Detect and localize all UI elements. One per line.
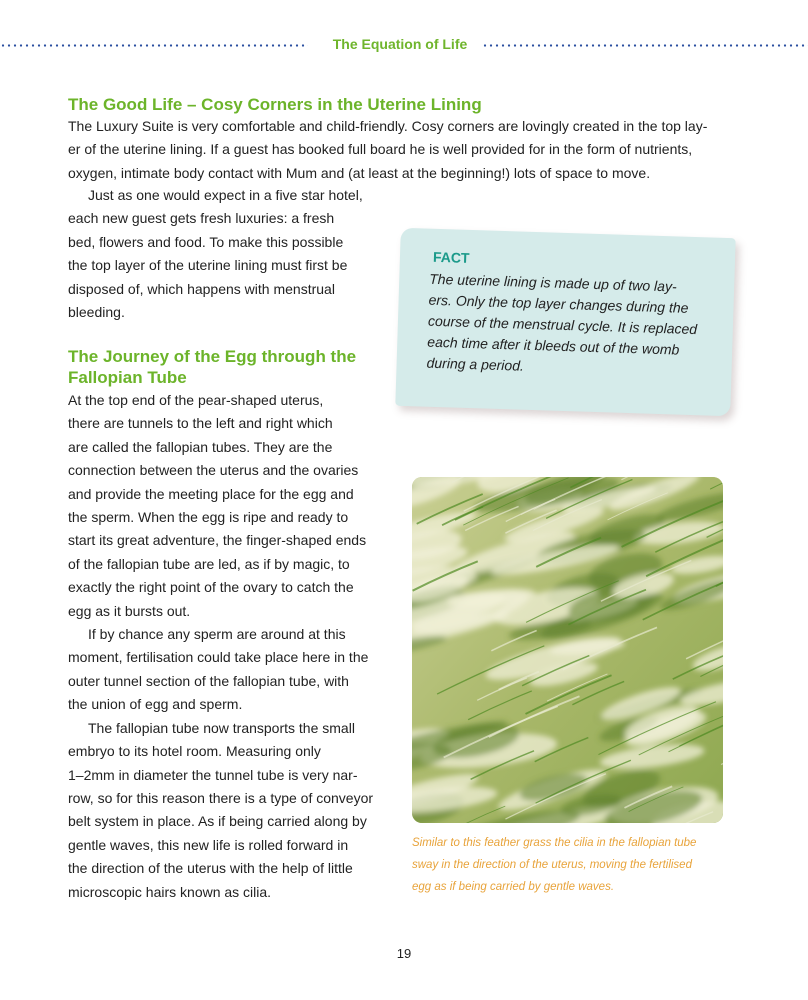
dotted-rule-right: [482, 44, 808, 47]
text-line: ers. Only the top layer changes during the: [428, 291, 689, 316]
running-header: [0, 36, 808, 56]
caption-line: Similar to this feather grass the cilia in the fallopian tube: [412, 837, 697, 849]
text-line: exactly the right point of the ovary to catch the: [68, 579, 354, 596]
dotted-rule-left: [0, 44, 308, 47]
caption-line: sway in the direction of the uterus, moving the fertilised: [412, 859, 692, 871]
text-line: Just as one would expect in a five star hotel,: [88, 187, 363, 203]
text-line: microscopic hairs known as cilia.: [68, 883, 272, 900]
section2-heading: [68, 346, 356, 388]
text-line: The fallopian tube now transports the small: [88, 719, 355, 736]
text-line: The uterine lining is made up of two lay-: [429, 270, 677, 295]
text-line: 1–2mm in diameter the tunnel tube is very nar-: [68, 766, 358, 783]
text-line: At the top end of the pear-shaped uterus,: [68, 392, 324, 408]
section2-paragraph1: [68, 389, 398, 904]
text-line: the union of egg and sperm.: [68, 696, 243, 713]
text-line: oxygen, intimate body contact with Mum and (at least at the beginning!) lots of space to move.: [68, 164, 651, 181]
page-number: 19: [396, 946, 412, 961]
text-line: are called the fallopian tubes. They are the: [68, 438, 333, 455]
text-line: disposed of, which happens with menstrual: [68, 280, 335, 297]
feather-grass-illustration: [412, 477, 723, 823]
heading-line: Fallopian Tube: [68, 368, 187, 387]
text-line: and provide the meeting place for the egg and: [68, 485, 354, 502]
text-line: connection between the uterus and the ovaries: [68, 462, 359, 479]
heading-line: The Journey of the Egg through the: [68, 347, 357, 366]
text-line: the sperm. When the egg is ripe and ready to: [68, 509, 349, 526]
photo-caption: [412, 832, 742, 898]
section1-heading: The Good Life – Cosy Corners in the Uterine Lining: [68, 95, 482, 114]
text-line: there are tunnels to the left and right which: [68, 415, 333, 432]
text-line: outer tunnel section of the fallopian tube, with: [68, 672, 349, 689]
text-line: moment, fertilisation could take place here in the: [68, 649, 369, 666]
text-line: each time after it bleeds out of the womb: [427, 333, 680, 358]
fact-box: [395, 228, 735, 416]
text-line: course of the menstrual cycle. It is replaced: [427, 312, 698, 338]
caption-line: egg as if being carried by gentle waves.: [412, 881, 615, 893]
text-line: The Luxury Suite is very comfortable and child-friendly. Cosy corners are lovingly created in the top lay-: [68, 118, 708, 134]
header-title: The Equation of Life: [332, 36, 468, 52]
text-line: egg as it bursts out.: [68, 602, 191, 619]
text-line: bed, flowers and food. To make this possible: [68, 233, 344, 250]
text-line: start its great adventure, the finger-shaped ends: [68, 532, 367, 549]
text-line: during a period.: [426, 354, 525, 374]
text-line: bleeding.: [68, 304, 125, 321]
text-line: belt system in place. As if being carried along by: [68, 813, 367, 830]
text-line: embryo to its hotel room. Measuring only: [68, 743, 321, 760]
text-line: of the fallopian tube are led, as if by magic, to: [68, 555, 350, 572]
feather-grass-photo: [412, 477, 723, 823]
text-line: the direction of the uterus with the help of little: [68, 860, 353, 877]
text-line: the top layer of the uterine lining must first be: [68, 257, 348, 274]
text-line: er of the uterine lining. If a guest has booked full board he is well provided for in the form of nutrients,: [68, 141, 693, 158]
text-line: row, so for this reason there is a type of conveyor: [68, 789, 374, 806]
section1-paragraph1: [68, 115, 758, 185]
section1-paragraph2: [68, 184, 388, 324]
text-line: each new guest gets fresh luxuries: a fresh: [68, 210, 335, 227]
text-line: If by chance any sperm are around at this: [88, 626, 346, 643]
fact-title: FACT: [432, 248, 470, 266]
fact-text: [426, 269, 719, 383]
text-line: gentle waves, this new life is rolled forward in: [68, 836, 349, 853]
